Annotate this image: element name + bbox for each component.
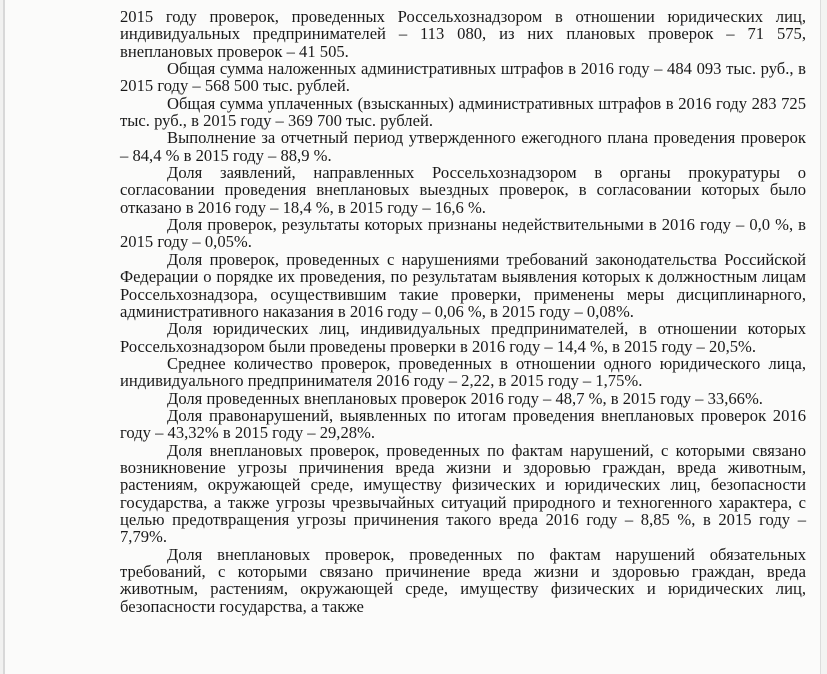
paragraph: Доля внеплановых проверок, проведенных по фактам нарушений обязательных требований, с которыми связано причинение вреда жизни и здоровью граждан, вреда животным, растениям, окружающей среде, имуществу физических и юридических лиц, безопасности государства, а также: [120, 544, 806, 616]
paragraph: Общая сумма наложенных административных штрафов в 2016 году – 484 093 тыс. руб., в 2015 году – 568 500 тыс. рублей.: [120, 59, 806, 96]
paragraph: Общая сумма уплаченных (взысканных) административных штрафов в 2016 году 283 725 тыс. руб., в 2015 году – 369 700 тыс. рублей.: [120, 93, 806, 131]
paragraph: Доля проверок, проведенных с нарушениями требований законодательства Российской Федерации о порядке их проведения, по результатам выявления которых к должностным лицам Россельхознадзора, осуществившим такие проверки, применены меры дисциплинарного, административного наказания в 2016 году – 0,06 %, в 2015 году – 0,08%.: [120, 249, 806, 321]
paragraph: Доля внеплановых проверок, проведенных по фактам нарушений, с которыми связано возникновение угрозы причинения вреда жизни и здоровью граждан, вреда животным, растениям, окружающей среде, имуществу физических и юридических лиц, безопасности государства, а также угрозы чрезвычайных ситуаций природного и техногенного характера, с целью предотвращения угрозы причинения такого вреда 2016 году – 8,85 %, в 2015 году – 7,79%.: [120, 440, 806, 547]
paragraph: Доля проведенных внеплановых проверок 2016 году – 48,7 %, в 2015 году – 33,66%.: [167, 388, 763, 408]
paragraph: Доля заявлений, направленных Россельхознадзором в органы прокуратуры о согласовании проведения внеплановых выездных проверок, в согласовании которых было отказано в 2016 году – 18,4 %, в 2015 году – 16,6 %.: [120, 163, 806, 217]
paragraph: 2015 году проверок, проведенных Россельхознадзором в отношении юридических лиц, индивидуальных предпринимателей – 113 080, из них плановых проверок – 71 575, внеплановых проверок – 41 505.: [120, 7, 806, 61]
paragraph: Выполнение за отчетный период утвержденного ежегодного плана проведения проверок – 84,4 % в 2015 году – 88,9 %.: [120, 128, 806, 165]
paragraph: Доля юридических лиц, индивидуальных предпринимателей, в отношении которых Россельхознадзором были проведены проверки в 2016 году – 14,4 %, в 2015 году – 20,5%.: [120, 319, 806, 356]
document-text-column: [120, 0, 806, 674]
page-right-outer-margin: [821, 0, 827, 674]
paragraph: Доля правонарушений, выявленных по итогам проведения внеплановых проверок 2016 году – 43,32% в 2015 году – 29,28%.: [120, 405, 806, 443]
paragraph: Среднее количество проверок, проведенных в отношении одного юридического лица, индивидуального предпринимателя 2016 году – 2,22, в 2015 году – 1,75%.: [120, 353, 806, 391]
page-left-edge-line: [3, 0, 5, 674]
paragraph: Доля проверок, результаты которых признаны недействительными в 2016 году – 0,0 %, в 2015 году – 0,05%.: [120, 215, 806, 252]
